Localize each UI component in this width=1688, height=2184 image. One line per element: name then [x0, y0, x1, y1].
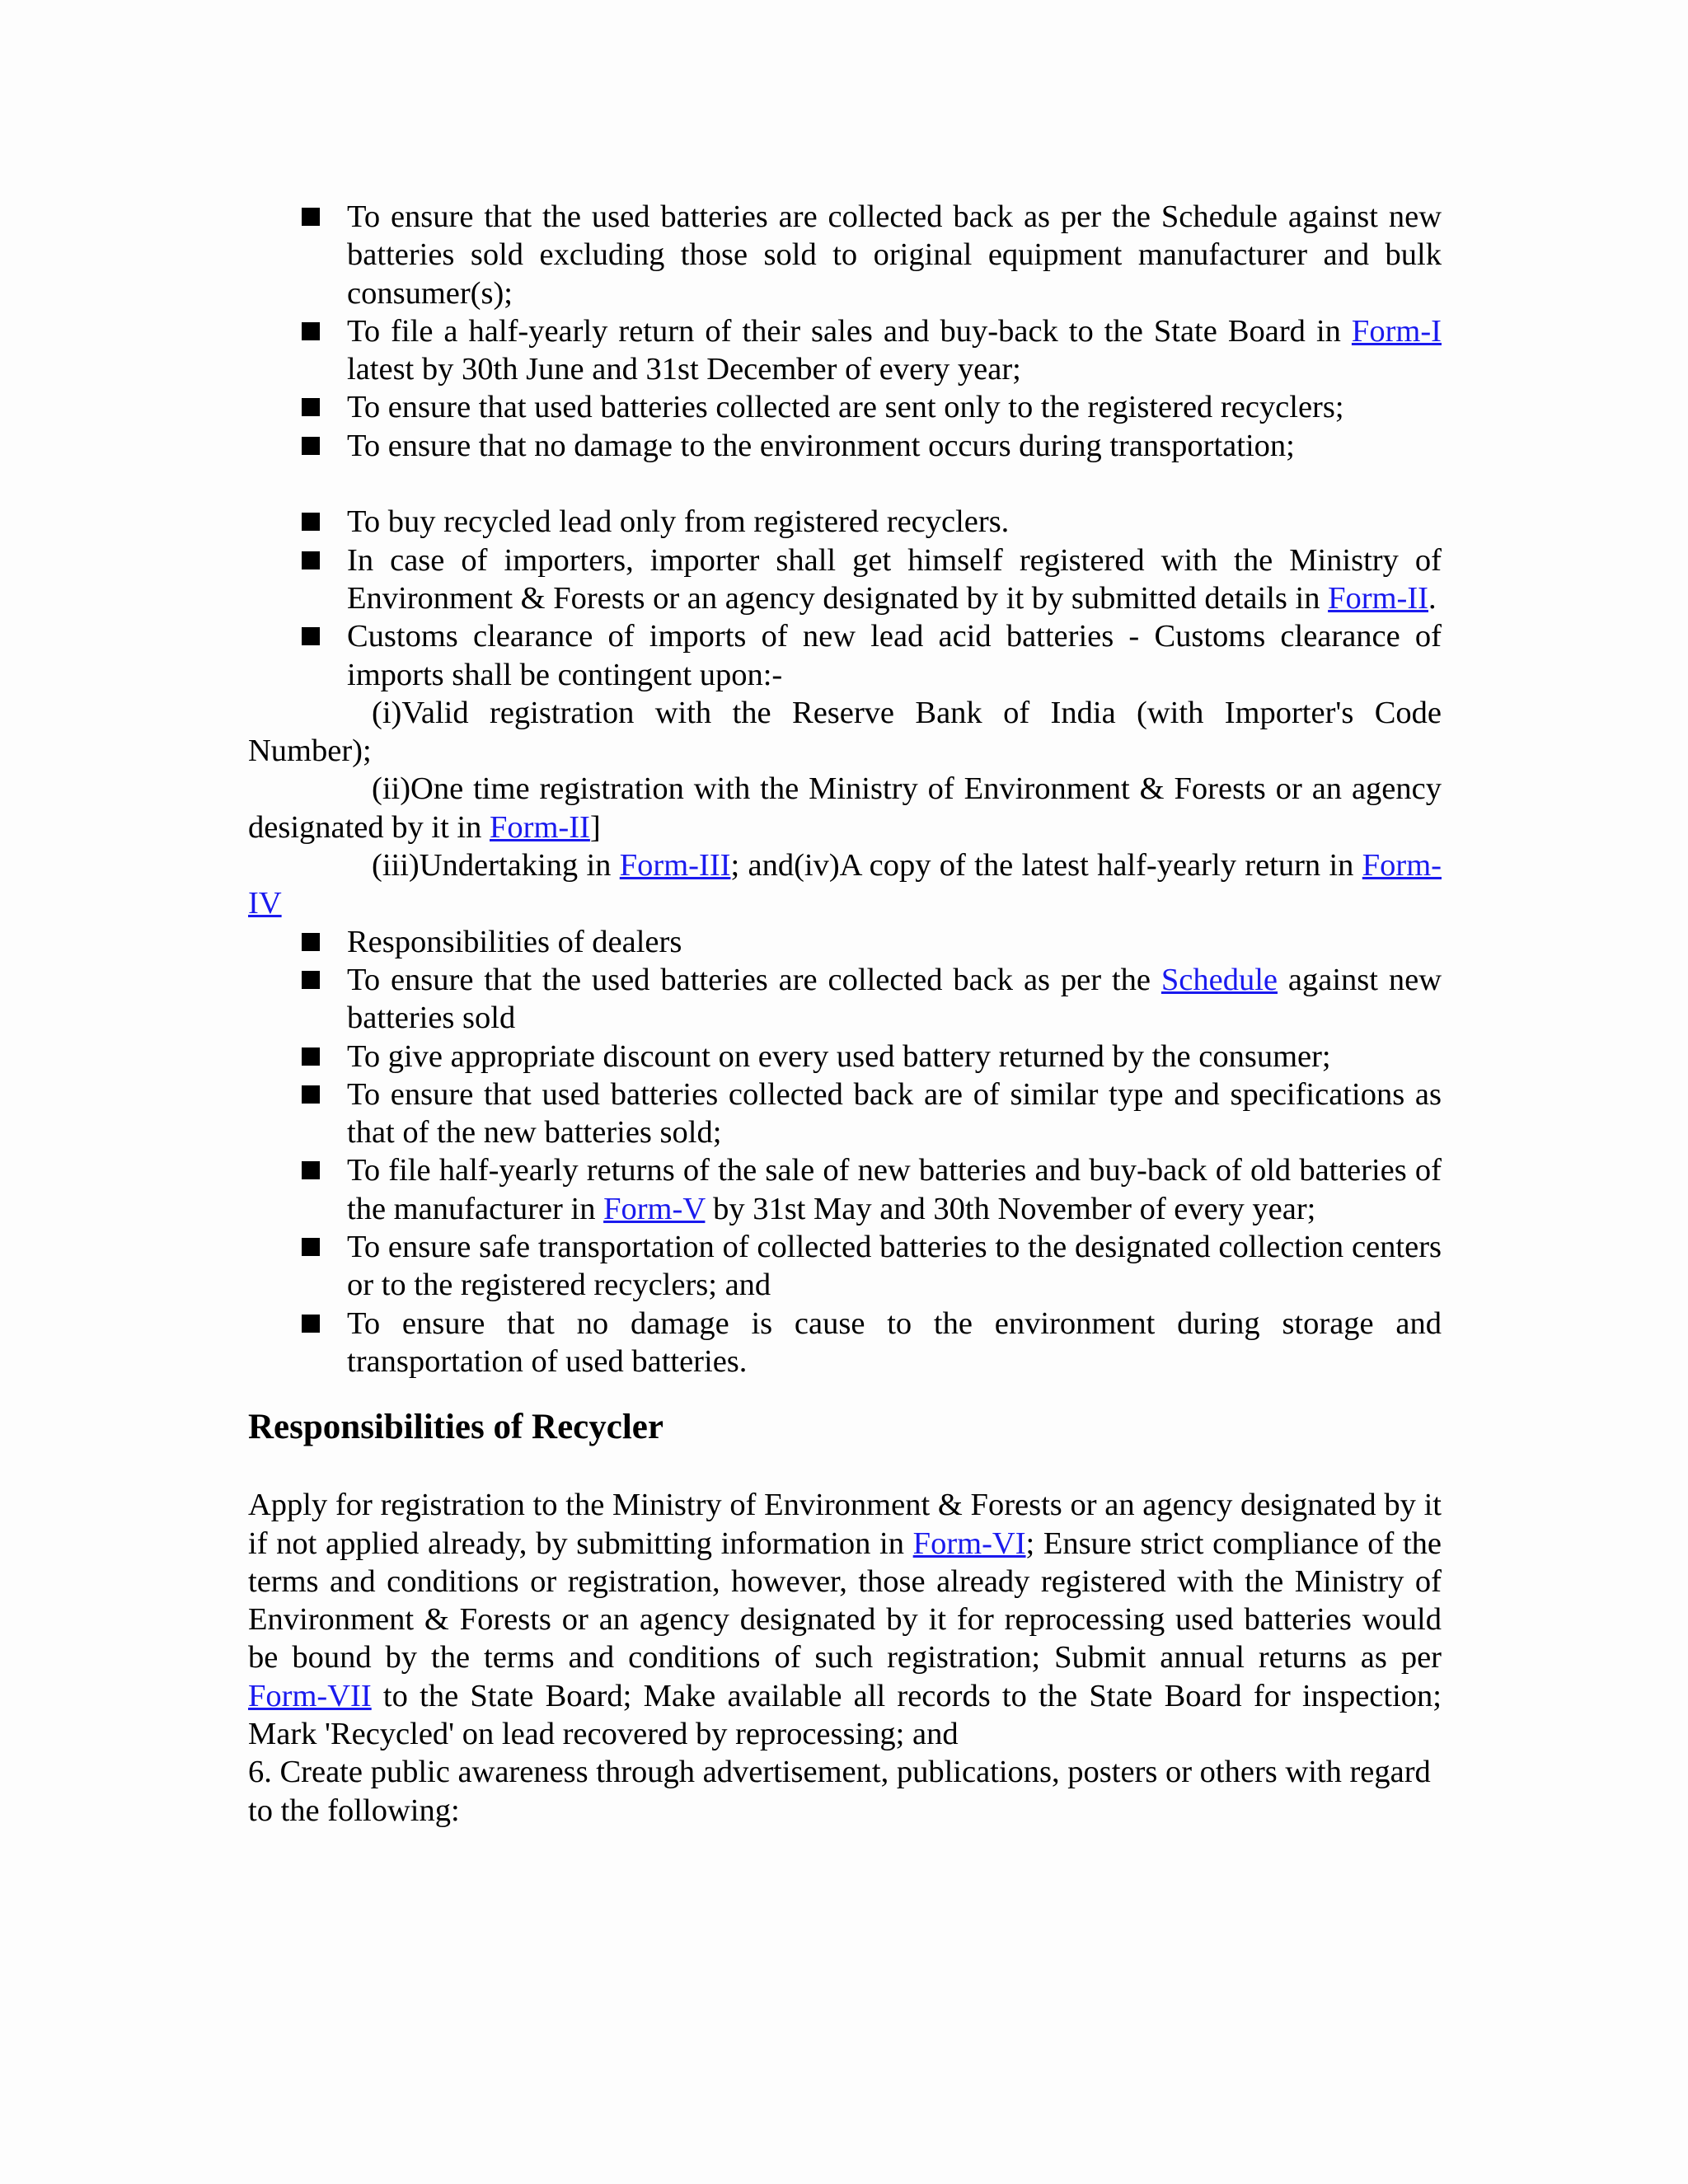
list-item-text: To ensure safe transportation of collected batteries to the designated collection centers or to the registered recyclers; and [347, 1230, 1442, 1303]
list-item-text: . [1428, 580, 1437, 616]
list-item [347, 388, 1442, 426]
square-bullet-icon [302, 322, 320, 340]
list-item-text: To file a half-yearly return of their sales and buy-back to the State Board in [347, 313, 1352, 349]
square-bullet-icon [302, 1315, 320, 1333]
list-item-text: To ensure that the used batteries are collected back as per the [347, 962, 1161, 997]
list-item-text: To buy recycled lead only from registered recyclers. [347, 504, 1010, 540]
subitem-text: (iii)Undertaking in [372, 848, 620, 883]
schedule-link[interactable]: Schedule [1160, 962, 1278, 997]
list-item [347, 1228, 1442, 1305]
list-item-text: by 31st May and 30th November of every year; [705, 1191, 1316, 1226]
form-ii-link[interactable]: Form-II [489, 809, 590, 845]
list-item [347, 503, 1442, 541]
list-item-text: Customs clearance of imports of new lead acid batteries - Customs clearance of imports shall be contingent upon:- [347, 619, 1442, 692]
list-item-text: In case of importers, importer shall get himself registered with the Ministry of Environment & Forests or an agency designated by it by submitted details in [347, 542, 1442, 616]
square-bullet-icon [302, 971, 320, 989]
list-item [347, 923, 1442, 961]
list-item-text: To ensure that used batteries collected are sent only to the registered recyclers; [347, 390, 1344, 425]
list-item-text: To give appropriate discount on every used battery returned by the consumer; [347, 1038, 1331, 1074]
list-item [347, 198, 1442, 312]
square-bullet-icon [302, 1085, 320, 1104]
customs-subitem [248, 770, 1442, 846]
paragraph-text: Apply for registration to the Ministry of Environment & Forests or an agency designated by it if not applied already, by submitting information in [248, 1488, 1442, 1561]
list-item [347, 427, 1442, 465]
list-item [347, 1076, 1442, 1152]
form-ii-link[interactable]: Form-II [1328, 580, 1428, 616]
square-bullet-icon [302, 208, 320, 226]
form-v-link[interactable]: Form-V [603, 1191, 706, 1226]
section-heading: Responsibilities of Recycler [248, 1408, 663, 1447]
list-item-text: To ensure that used batteries collected back are of similar type and specifications as that of the new batteries sold; [347, 1076, 1442, 1151]
subitem-text: ] [589, 809, 601, 845]
form-vii-link[interactable]: Form-VII [248, 1678, 372, 1713]
final-paragraph: 6. Create public awareness through advertisement, publications, posters or others with regard to the following: [248, 1755, 1431, 1828]
square-bullet-icon [302, 1161, 320, 1179]
list-item-text: latest by 30th June and 31st December of every year; [347, 352, 1021, 387]
list-item-text: against new batteries sold [347, 962, 1442, 1036]
list-item [347, 617, 1442, 694]
customs-subitem [248, 694, 1442, 771]
spacer [248, 465, 1442, 503]
list-item-text: Responsibilities of dealers [347, 924, 682, 959]
form-iv-link[interactable]: Form-IV [248, 848, 1442, 921]
list-item [347, 541, 1442, 618]
square-bullet-icon [302, 398, 320, 416]
subitem-text: ; and(iv)A copy of the latest half-yearly return in [730, 848, 1362, 883]
list-item [347, 1038, 1442, 1076]
list-item-text: To ensure that no damage to the environment occurs during transportation; [347, 428, 1295, 463]
subitem-text: (ii)One time registration with the Ministry of Environment & Forests or an agency designated by it in [248, 771, 1442, 845]
square-bullet-icon [302, 627, 320, 645]
importer-responsibilities-list [248, 503, 1442, 693]
square-bullet-icon [302, 437, 320, 455]
square-bullet-icon [302, 1238, 320, 1256]
manufacturer-responsibilities-list [248, 198, 1442, 465]
list-item [347, 961, 1442, 1038]
dealer-responsibilities-list [248, 923, 1442, 1381]
recycler-paragraph [248, 1486, 1442, 1753]
paragraph-text: ; Ensure strict compliance of the terms and conditions or registration, however, those already registered with the Ministry of Environment & Forests or an agency designated by it for reprocessing used batteries would be bound by the terms and conditions of such registration; Submit annual returns as per [248, 1526, 1442, 1675]
square-bullet-icon [302, 933, 320, 951]
list-item-text: To file half-yearly returns of the sale of new batteries and buy-back of old batteries of the manufacturer in [347, 1153, 1442, 1226]
list-item-text: To ensure that the used batteries are collected back as per the Schedule against new batteries sold excluding those sold to original equipment manufacturer and bulk consumer(s); [347, 199, 1442, 311]
document-content [248, 198, 1442, 1830]
square-bullet-icon [302, 551, 320, 569]
customs-subitem [248, 846, 1442, 923]
subitem-text: (i)Valid registration with the Reserve Bank of India (with Importer's Code Number); [248, 695, 1442, 769]
form-i-link[interactable]: Form-I [1351, 313, 1442, 349]
list-item-text: To ensure that no damage is cause to the environment during storage and transportation of used batteries. [347, 1305, 1442, 1379]
paragraph-text: to the State Board; Make available all records to the State Board for inspection; Mark 'Recycled' on lead recovered by reprocessing; and [248, 1678, 1442, 1751]
form-vi-link[interactable]: Form-VI [912, 1526, 1026, 1561]
list-item [347, 312, 1442, 389]
square-bullet-icon [302, 1047, 320, 1066]
form-iii-link[interactable]: Form-III [619, 848, 731, 883]
square-bullet-icon [302, 513, 320, 531]
list-item [347, 1305, 1442, 1381]
list-item [347, 1151, 1442, 1228]
